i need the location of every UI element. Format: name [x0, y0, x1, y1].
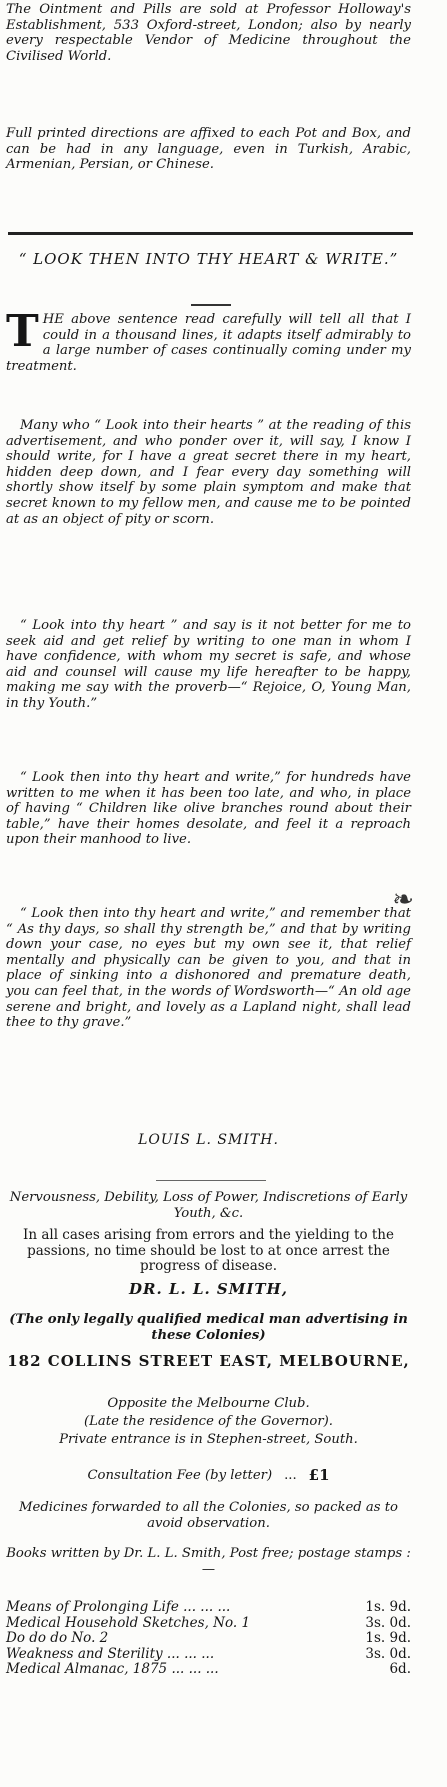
paragraph-5: “ Look then into thy heart and write,” and remember that “ As thy days, so shall thy strength be,” and that by writing down your case, no eyes but my own see it, that relief mentally and physically can be given to you, and that in place of sinking into a dishonored and premature death, you can feel that, in the words of Wordsworth—“ An old age serene and bright, and lovely as a Lapland night, shall lead thee to thy grave.”: [6, 906, 411, 1031]
private-entrance: Private entrance is in Stephen-street, South.: [59, 1432, 358, 1447]
book-price: 1s. 9d.: [365, 1630, 411, 1646]
paragraph-2: Many who “ Look into their hearts ” at the reading of this advertisement, and who ponder over it, will say, I know I should write, for I have a great secret there in my heart, hidden deep down, and I fear every day something will shortly show itself by some plain symptom and make that secret known to my fellow men, and cause me to be pointed at as an object of pity or scorn.: [6, 418, 411, 527]
book-title: Weakness and Sterility ... ... ...: [6, 1645, 215, 1662]
qualification: (The only legally qualified medical man advertising in these Colonies): [9, 1312, 408, 1343]
books-intro: Books written by Dr. L. L. Smith, Post free; postage stamps :—: [6, 1546, 411, 1577]
book-row: [6, 1662, 411, 1678]
book-price: 3s. 0d.: [365, 1645, 411, 1662]
late-residence: (Late the residence of the Governor).: [84, 1414, 333, 1429]
paragraph-1: [6, 306, 411, 374]
book-price: 6d.: [389, 1661, 411, 1677]
forwarding-note: Medicines forwarded to all the Colonies, so packed as to avoid observation.: [19, 1500, 398, 1531]
book-price: 1s. 9d.: [365, 1599, 411, 1615]
book-title: Medical Household Sketches, No. 1: [6, 1614, 251, 1631]
paragraph-1-text: HE above sentence read carefully will tell all that I could in a thousand lines, it adapts itself admirably to a large number of cases continually coming under my treatment.: [6, 312, 411, 374]
book-row: [6, 1631, 411, 1647]
opposite-club: Opposite the Melbourne Club.: [107, 1396, 310, 1411]
street-address: 182 COLLINS STREET EAST, MELBOURNE,: [7, 1352, 410, 1370]
paragraph-4: “ Look then into thy heart and write,” for hundreds have written to me when it has been too late, and who, in place of having “ Children like olive branches round about their table,” have their homes desolate, and feel it a reproach upon their manhood to live.: [6, 770, 411, 848]
book-row: [6, 1600, 411, 1616]
margin-mark: ❧: [392, 885, 414, 915]
drop-cap: T: [6, 306, 39, 357]
intro-text: In all cases arising from errors and the yielding to the passions, no time should be lost to at once arrest the progress of disease.: [23, 1227, 394, 1275]
signature: LOUIS L. SMITH.: [138, 1132, 279, 1148]
fee-line: [6, 1468, 411, 1484]
doctor-name: DR. L. L. SMITH,: [129, 1280, 288, 1298]
section-rule: [156, 1180, 266, 1181]
holloway-notice: The Ointment and Pills are sold at Professor Holloway's Establishment, 533 Oxford-street, London; also by nearly every respectable Vendor of Medicine throughout the Civilised World.: [6, 2, 411, 64]
book-row: [6, 1647, 411, 1663]
heading-rule: [191, 304, 231, 306]
fee-label: Consultation Fee (by letter): [87, 1468, 273, 1483]
fee-dots: ...: [284, 1468, 297, 1483]
book-price: 3s. 0d.: [365, 1614, 411, 1631]
fee-value: £1: [308, 1466, 330, 1484]
directions-notice: Full printed directions are affixed to each Pot and Box, and can be had in any language, even in Turkish, Arabic, Armenian, Persian, or Chinese.: [6, 126, 411, 173]
book-title: Means of Prolonging Life ... ... ...: [6, 1599, 231, 1615]
book-row: [6, 1616, 411, 1632]
book-title: Medical Almanac, 1875 ... ... ...: [6, 1661, 219, 1677]
paragraph-3: “ Look into thy heart ” and say is it not better for me to seek aid and get relief by writing to one man in whom I have confidence, with whom my secret is safe, and whose aid and counsel will cause my life hereafter to be happy, making me say with the proverb—“ Rejoice, O, Young Man, in thy Youth.”: [6, 618, 411, 711]
section-divider: [8, 232, 413, 235]
ailments-title: Nervousness, Debility, Loss of Power, Indiscretions of Early Youth, &c.: [9, 1190, 408, 1221]
ad-heading: “ LOOK THEN INTO THY HEART & WRITE.”: [18, 250, 399, 268]
book-price-list: [6, 1600, 411, 1678]
book-title: Do do do No. 2: [6, 1630, 109, 1646]
